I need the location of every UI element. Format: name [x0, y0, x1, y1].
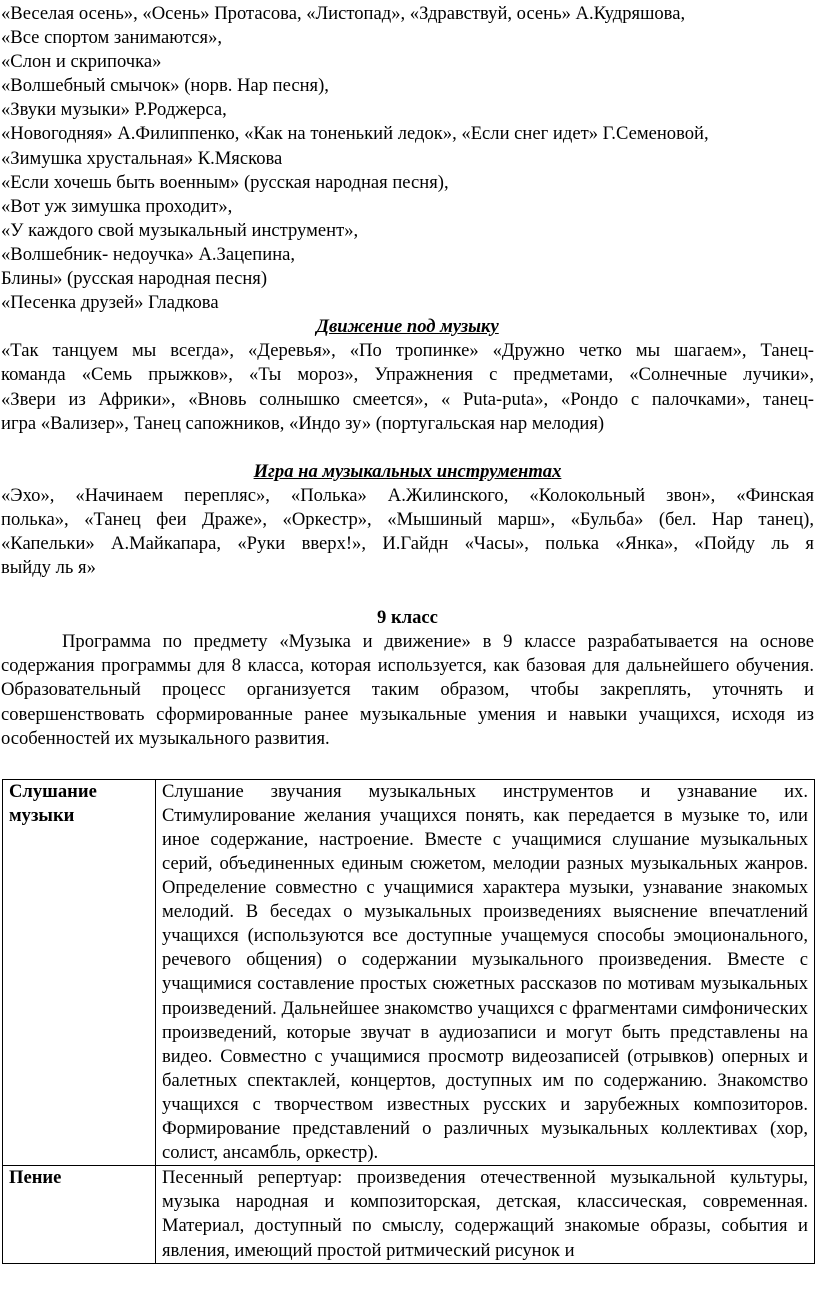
paragraph-line: «Эхо», «Начинаем перепляс», «Полька» А.Жилинского, «Колокольный звон», «Финская [1, 484, 814, 506]
list-item: «Если хочешь быть военным» (русская народная песня), [1, 171, 449, 193]
list-item: «Звуки музыки» Р.Роджерса, [1, 99, 227, 121]
paragraph-line: «Капельки» А.Майкапара, «Руки вверх!», И.Гайдн «Часы», полька «Янка», «Пойду ль я [1, 532, 814, 554]
paragraph-line: игра «Вализер», Танец сапожников, «Индо зу» (португальская нар мелодия) [1, 412, 605, 434]
list-item: Блины» (русская народная песня) [1, 268, 268, 290]
row-label: Пение [3, 1166, 156, 1263]
list-item: «Вот уж зимушка проходит», [1, 195, 233, 217]
paragraph-line: выйду ль я» [1, 557, 96, 579]
spacer [0, 436, 816, 460]
grade9-paragraph: Программа по предмету «Музыка и движение» в 9 классе разрабатывается на основе содержания программы для 8 класса, которая используется, как базовая для дальнейшего обучения. Образовательный процесс организуется таким образом, чтобы закреплять, уточнять и совершенствовать сформированные ранее музыкальные умения и навыки учащихся, исходя из особенностей их музыкального развития. [1, 631, 814, 749]
list-item: «Зимушка хрустальная» К.Мяскова [1, 147, 283, 169]
section-heading-grade9: 9 класс [377, 607, 438, 629]
list-item: «У каждого свой музыкальный инструмент», [1, 219, 359, 241]
list-item: «Волшебный смычок» (норв. Нар песня), [1, 75, 329, 97]
songs-list [0, 0, 816, 315]
table-row [3, 1166, 815, 1263]
list-item: «Все спортом занимаются», [1, 27, 223, 49]
row-label: Слушание музыки [3, 779, 156, 1166]
list-item: «Волшебник- недоучка» А.Зацепина, [1, 243, 296, 265]
paragraph-line: полька», «Танец феи Драже», «Оркестр», «Мышиный марш», «Бульба» (бел. Нар танец), [1, 508, 814, 530]
paragraph-line: команда «Семь прыжков», «Ты мороз», Упражнения с предметами, «Солнечные лучики», [1, 364, 814, 386]
row-content: Песенный репертуар: произведения отечественной музыкальной культуры, музыка народная и композиторская, детская, классическая, современная. Материал, доступный по смыслу, содержащий знакомые образы, события и явления, имеющий простой ритмический рисунок и [156, 1166, 815, 1263]
movement-paragraph [0, 339, 816, 435]
instruments-paragraph [0, 484, 816, 580]
content-table [2, 779, 815, 1264]
paragraph-line: «Звери из Африки», «Вновь солнышко смеется», « Puta-puta», «Рондо с палочками», танец- [1, 388, 814, 410]
table-row [3, 779, 815, 1166]
section-heading-movement: Движение под музыку [316, 316, 499, 338]
spacer [0, 580, 816, 606]
list-item: «Веселая осень», «Осень» Протасова, «Листопад», «Здравствуй, осень» А.Кудряшова, [1, 3, 686, 24]
list-item: «Слон и скрипочка» [1, 51, 162, 73]
list-item: «Песенка друзей» Гладкова [1, 292, 219, 314]
row-content: Слушание звучания музыкальных инструментов и узнавание их. Стимулирование желания учащихся понять, как передается в музыке то, или иное содержание, настроение. Вместе с учащимися слушание музыкальных серий, объединенных единым сюжетом, мелодии разных музыкальных жанров. Определение совместно с учащимися характера музыки, узнавание знакомых мелодий. В беседах о музыкальных произведениях выяснение впечатлений учащихся (используются все доступные учащемуся способы эмоционального, речевого общения) о содержании музыкального произведения. Вместе с учащимися составление простых сюжетных рассказов по мотивам музыкальных произведений. Дальнейшее знакомство учащихся с фрагментами симфонических произведений, которые звучат в аудиозаписи и могут быть представлены на видео. Совместно с учащимися просмотр видеозаписей (отрывков) оперных и балетных спектаклей, концертов, доступных им по содержанию. Знакомство учащихся с творчеством известных русских и зарубежных композиторов. Формирование представлений о различных музыкальных коллективах (хор, солист, ансамбль, оркестр). [156, 779, 815, 1166]
section-heading-instruments: Игра на музыкальных инструментах [253, 460, 562, 482]
paragraph-line: «Так танцуем мы всегда», «Деревья», «По тропинке» «Дружно четко мы шагаем», Танец- [1, 340, 814, 362]
list-item: «Новогодняя» А.Филиппенко, «Как на тоненький ледок», «Если снег идет» Г.Семеновой, [1, 123, 709, 145]
spacer [0, 751, 816, 779]
